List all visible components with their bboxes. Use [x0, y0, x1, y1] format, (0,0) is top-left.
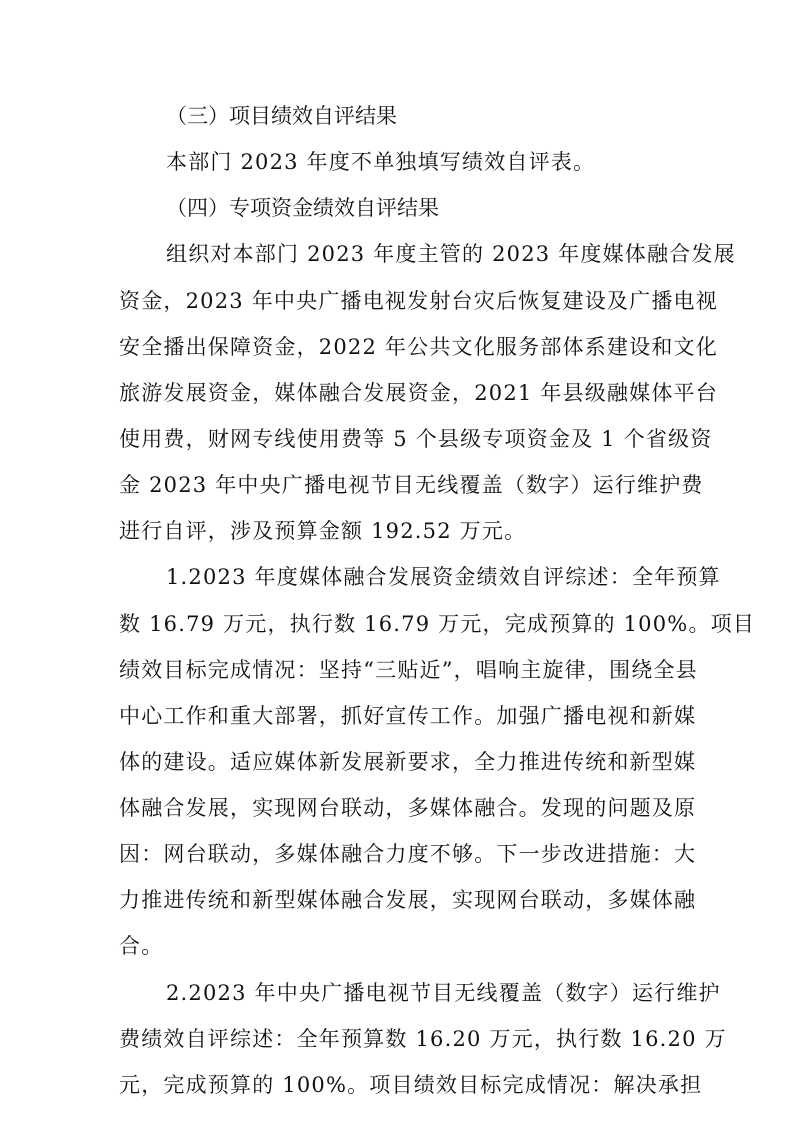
text-line: 力推进传统和新型媒体融合发展，实现网台联动，多媒体融 — [119, 888, 697, 912]
text-line: 合。 — [119, 934, 164, 958]
text-line: 因：网台联动，多媒体融合力度不够。下一步改进措施：大 — [119, 842, 697, 866]
text-line: 2.2023 年中央广播电视节目无线覆盖（数字）运行维护 — [166, 981, 721, 1005]
section-heading-4: （四）专项资金绩效自评结果 — [166, 196, 439, 220]
text-line: 绩效目标完成情况：坚持“三贴近”，唱响主旋律，围绕全县 — [119, 658, 698, 682]
text-line: 1.2023 年度媒体融合发展资金绩效自评综述：全年预算 — [166, 565, 721, 589]
text-line: 元，完成预算的 100%。项目绩效目标完成情况：解决承担 — [119, 1073, 703, 1097]
text-line: 资金，2023 年中央广播电视发射台灾后恢复建设及广播电视 — [119, 289, 718, 313]
text-line: 旅游发展资金，媒体融合发展资金，2021 年县级融媒体平台 — [119, 381, 718, 405]
section-heading-3: （三）项目绩效自评结果 — [166, 104, 397, 128]
text-line: 数 16.79 万元，执行数 16.79 万元，完成预算的 100%。项目 — [119, 612, 756, 636]
text-line: 安全播出保障资金，2022 年公共文化服务部体系建设和文化 — [119, 335, 718, 359]
text-line: 使用费，财网专线使用费等 5 个县级专项资金及 1 个省级资 — [119, 427, 713, 451]
text-line: 本部门 2023 年度不单独填写绩效自评表。 — [166, 150, 596, 174]
text-line: 组织对本部门 2023 年度主管的 2023 年度媒体融合发展 — [166, 242, 736, 266]
text-line: 体的建设。适应媒体新发展新要求，全力推进传统和新型媒 — [119, 750, 697, 774]
text-line: 体融合发展，实现网台联动，多媒体融合。发现的问题及原 — [119, 796, 697, 820]
text-line: 进行自评，涉及预算金额 192.52 万元。 — [119, 519, 527, 543]
text-line: 中心工作和重大部署，抓好宣传工作。加强广播电视和新媒 — [119, 704, 697, 728]
text-line: 费绩效自评综述：全年预算数 16.20 万元，执行数 16.20 万 — [119, 1027, 727, 1051]
text-line: 金 2023 年中央广播电视节目无线覆盖（数字）运行维护费 — [119, 473, 704, 497]
